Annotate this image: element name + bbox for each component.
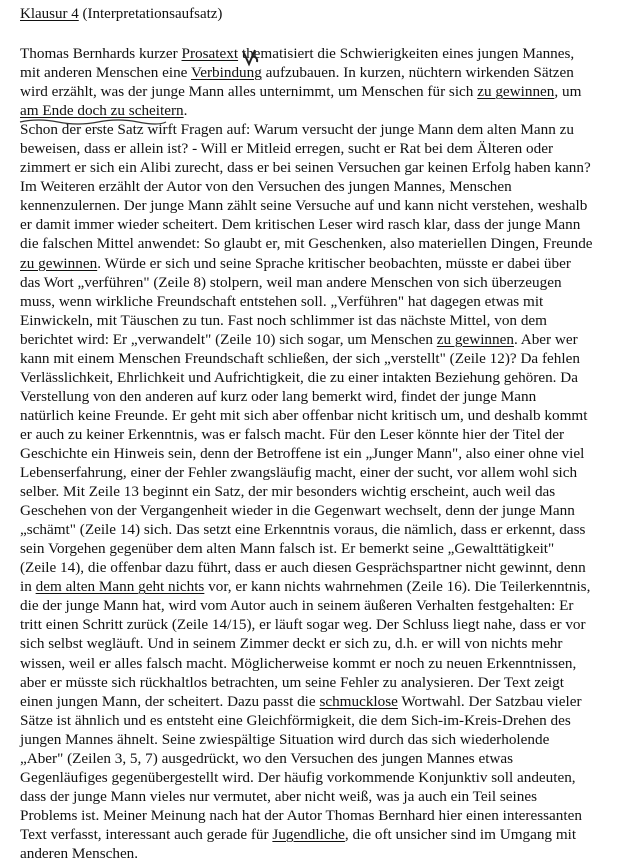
text-line: kennenzulernen. Der junge Mann zählt seine Versuche auf und kann nicht verstehen, weshalb [20,197,588,215]
text-line: Gegenläufiges gegenübergestellt wird. Der häufig vorkommende Konjunktiv soll andeuten, [20,768,576,786]
text-line: Schon der erste Satz wirft Fragen auf: Warum versucht der junge Mann dem alten Mann zu [20,121,574,139]
text-line: zu gewinnen. Würde er sich und seine Sprache kritischer beobachten, müsste er dabei über [20,254,571,272]
text-line: mit anderen Menschen eine Verbindung aufzubauen. In kurzen, nüchtern wirkenden Sätzen [20,64,574,82]
text-line: natürlich keine Freunde. Er geht mit sich aber offenbar nicht kritisch um, und deshalb kommt [20,406,588,424]
text-line: Lebenserfahrung, einer der Fehler zwangsläufig macht, einer der sucht, vor allem wohl sich [20,464,578,482]
heading-exam-number: Klausur 4 [20,6,79,22]
text-line: Sätze ist ähnlich und es entsteht eine Gleichförmigkeit, die dem Sich-im-Kreis-Drehen des [20,711,571,729]
text-line: wird erzählt, was der junge Mann alles unternimmt, um Menschen für sich zu gewinnen, um [20,83,582,101]
text-line: beweisen, dass er allein ist? - Will er Mitleid erregen, sucht er Rat bei dem Älteren oder [20,140,554,158]
text-line: muss, wenn wirkliche Freundschaft entstehen soll. „Verführen" hat dagegen etwas mit [20,292,544,310]
text-line: aber er müsste sich rückhaltlos betrachten, um seine Fehler zu analysieren. Der Text zeigt [20,673,564,691]
text-line: Im Weiteren erzählt der Autor von den Versuchen des jungen Mannes, Menschen [20,178,512,196]
paragraph-main [20,120,620,863]
text-line: er auch zu keiner Erkenntnis, was er falsch macht. Für den Leser könnte hier der Titel der [20,425,565,443]
paragraph-introduction [20,44,620,120]
text-line: einen jungen Mann, der scheitert. Dazu passt die schmucklose Wortwahl. Der Satzbau vieler [20,692,582,710]
text-line: kann mit einem Menschen Freundschaft schließen, der sich „verstellt" (Zeile 12)? Da fehlen [20,349,580,367]
text-line: sich selbst wegläuft. Und in seinem Zimmer deckt er sich zu, d.h. er will von nichts mehr [20,635,563,653]
text-line: berichtet wird: Er „verwandelt" (Zeile 10) sich sogar, um Menschen zu gewinnen. Aber wer [20,330,578,348]
text-line: das Wort „verführen" (Zeile 8) stolpern, weil man andere Menschen von sich überzeugen [20,273,562,291]
text-line: „schämt" (Zeile 14) sich. Das setzt eine Erkenntnis voraus, die nämlich, dass er erkennt, dass [20,521,586,539]
essay-body [20,44,620,863]
text-line: Geschehen von der Vergangenheit wieder in die Gegenwart wechselt, denn der junge Mann [20,502,575,520]
text-line: zimmert er sich ein Alibi zurecht, dass er bei seinen Versuchen gar keinen Erfolg haben kann? [20,159,591,177]
text-line: Thomas Bernhards kurzer Prosatext thematisiert die Schwierigkeiten eines jungen Mannes, [20,45,575,62]
text-line: selber. Mit Zeile 13 beginnt ein Satz, der mir besonders wichtig erscheint, auch weil das [20,483,556,501]
text-line: sein Vorgehen gegenüber dem alten Mann falsch ist. Er bemerkt seine „Gewalttätigkeit" [20,540,555,558]
text-line: die der junge Mann hat, wird vom Autor auch in seinem äußeren Verhalten festgehalten: Er [20,597,574,615]
text-line: (Zeile 14), die offenbar dazu führt, dass er auch diesen Gesprächspartner nicht gewinnt, denn [20,559,586,577]
text-line: Verstellung von den anderen auf kurz oder lang bemerkt wird, findet der junge Mann [20,387,537,405]
heading-exam-type: (Interpretationsaufsatz) [78,6,223,22]
text-line: wissen, weil er alles falsch macht. Möglicherweise kommt er noch zu neuen Erkenntnissen, [20,654,577,672]
text-line: die falschen Mittel anwendet: So glaubt er, mit Geschenken, also materiellen Dingen, Freunde [20,235,593,253]
text-line: er damit immer wieder scheitert. Dem kritischen Leser wird rasch klar, dass der junge Mann [20,216,581,234]
text-line: Problems ist. Meiner Meinung nach hat der Autor Thomas Bernhard hier einen interessanten [20,806,582,824]
text-line: Einwickeln, mit Täuschen zu tun. Fast noch schlimmer ist das nächste Mittel, von dem [20,311,547,329]
document-heading [20,5,222,23]
text-line: in dem alten Mann geht nichts vor, er kann nichts wahrnehmen (Zeile 16). Die Teilerkenntnis, [20,578,591,596]
text-line: am Ende doch zu scheitern. [20,102,188,120]
text-line: Text verfasst, interessant auch gerade für Jugendliche, die oft unsicher sind im Umgang mit [20,825,577,843]
text-line: dass der junge Mann vieles nur vermutet, aber nicht weiß, was ja auch ein Teil seines [20,787,537,805]
text-line: jungen Mannes ähnelt. Seine zwiespältige Situation wird durch das sich wiederholende [20,730,550,748]
text-line: Verlässlichkeit, Ehrlichkeit und Aufrichtigkeit, die zu einer intakten Beziehung gehören. Da [20,368,578,386]
text-line: anderen Menschen. [20,844,139,862]
text-line: Geschichte ein Hinweis sein, denn der Betroffene ist ein „Junger Mann", also einer ohne viel [20,444,585,462]
text-line: „Aber" (Zeilen 3, 5, 7) ausgedrückt, wo den Versuchen des jungen Mannes etwas [20,749,514,767]
text-line: tritt einen Schritt zurück (Zeile 14/15), er läuft sogar weg. Der Schluss liegt nahe, dass er vor [20,616,586,634]
